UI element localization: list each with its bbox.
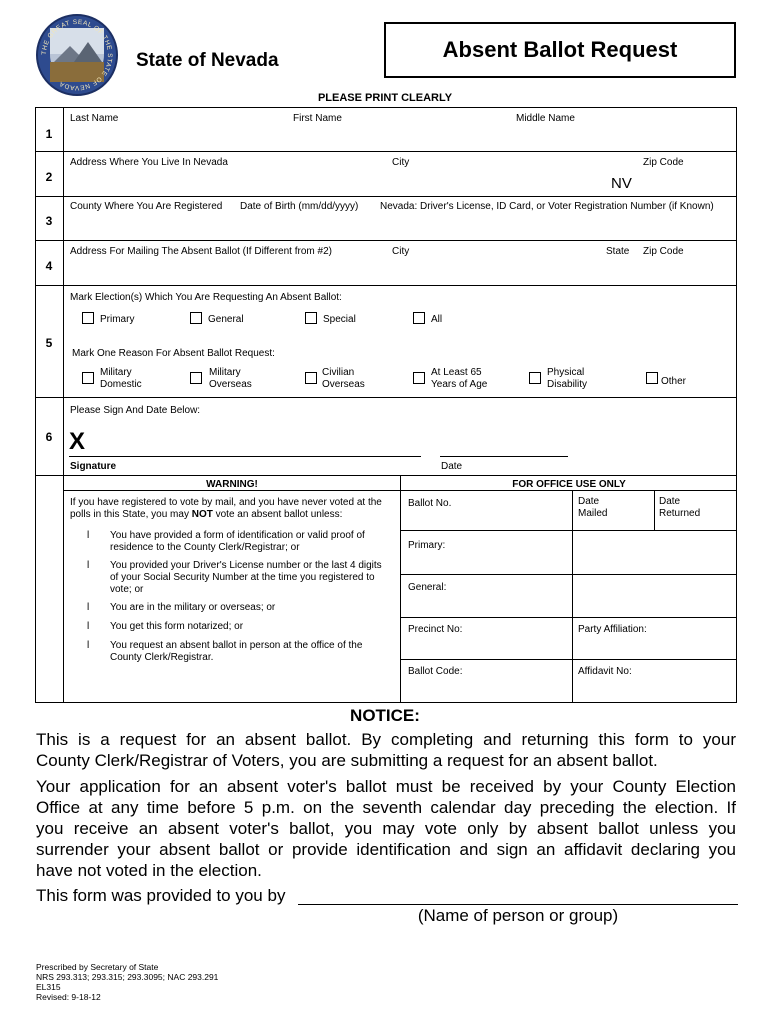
form-title: Absent Ballot Request: [384, 22, 736, 78]
ballot-code-label: Ballot Code:: [408, 666, 463, 677]
military-domestic-label: Military Domestic: [100, 367, 142, 390]
date-returned-label: Date Returned: [659, 496, 701, 519]
general-label: General: [208, 314, 244, 325]
dob-field[interactable]: [237, 216, 373, 236]
city-field[interactable]: [389, 172, 599, 192]
warning-item: You provided your Driver's License number or the last 4 digits of your Social Security Number at the time you registered to vote; or: [110, 560, 382, 595]
signature-label: Signature: [70, 461, 117, 472]
row-number: 1: [45, 127, 53, 141]
row-number: 5: [45, 336, 53, 350]
bullet: l: [87, 621, 90, 632]
office-use-title: FOR OFFICE USE ONLY: [512, 479, 626, 490]
warning-office-divider: [400, 475, 401, 703]
residence-address-field[interactable]: [66, 172, 386, 192]
row-divider: [35, 475, 737, 476]
row-divider: [35, 151, 737, 152]
state-name: State of Nevada: [136, 50, 279, 71]
provided-by-caption: (Name of person or group): [417, 906, 619, 925]
office-grid-line: [400, 617, 737, 618]
county-field[interactable]: [66, 216, 234, 236]
civilian-overseas-checkbox[interactable]: [305, 372, 317, 384]
mailing-zip-label: Zip Code: [643, 246, 684, 257]
warning-intro: If you have registered to vote by mail, and you have never voted at the polls in this State, you may NOT vote an absent ballot unless:: [70, 497, 382, 520]
primary-label: Primary: [100, 314, 135, 325]
state-seal: [36, 14, 118, 96]
seal-ring-text: [38, 16, 116, 94]
special-label: Special: [323, 314, 356, 325]
party-affiliation-label: Party Affiliation:: [578, 624, 647, 635]
county-label: County Where You Are Registered: [70, 201, 223, 212]
office-primary-label: Primary:: [408, 540, 446, 551]
notice-heading: NOTICE:: [350, 706, 420, 725]
row-divider: [35, 196, 737, 197]
mailing-city-field[interactable]: [389, 261, 599, 281]
middle-name-field[interactable]: [513, 128, 733, 148]
sign-date-label: Please Sign And Date Below:: [70, 405, 201, 416]
all-checkbox[interactable]: [413, 312, 425, 324]
elections-label: Mark Election(s) Which You Are Requesting An Absent Ballot:: [70, 292, 342, 303]
mailing-city-label: City: [392, 246, 410, 257]
last-name-field[interactable]: [66, 128, 286, 148]
notice-paragraph-1: This is a request for an absent ballot. By completing and returning this form to your County Clerk/Registrar of Voters, you are submitting a request for an absent ballot.: [36, 730, 736, 770]
all-label: All: [431, 314, 443, 325]
row-number: 2: [45, 170, 53, 184]
other-label: Other: [661, 376, 687, 387]
military-overseas-checkbox[interactable]: [190, 372, 202, 384]
row-divider: [35, 240, 737, 241]
office-grid-line: [400, 574, 737, 575]
first-name-label: First Name: [293, 113, 342, 124]
general-checkbox[interactable]: [190, 312, 202, 324]
bullet: l: [87, 640, 90, 651]
physical-disability-label: Physical Disability: [547, 367, 588, 390]
office-general-label: General:: [408, 582, 447, 593]
residence-address-label: Address Where You Live In Nevada: [70, 157, 228, 168]
mailing-state-field[interactable]: [603, 261, 637, 281]
row-divider: [35, 397, 737, 398]
military-overseas-label: Military Overseas: [209, 367, 252, 390]
city-label: City: [392, 157, 410, 168]
affidavit-label: Affidavit No:: [578, 666, 632, 677]
provided-by-line: [298, 904, 738, 905]
special-checkbox[interactable]: [305, 312, 317, 324]
civilian-overseas-label: Civilian Overseas: [322, 367, 365, 390]
warning-item: You have provided a form of identification or valid proof of residence to the County Clerk/Registrar; or: [110, 530, 365, 553]
signature-line: [69, 456, 421, 457]
footer-text: Prescribed by Secretary of State NRS 293.313; 293.315; 293.3095; NAC 293.291 EL315 Revised: 9-18-12: [36, 962, 219, 1002]
primary-checkbox[interactable]: [82, 312, 94, 324]
warning-item: You request an absent ballot in person at the office of the County Clerk/Registrar.: [110, 640, 363, 663]
print-clearly-note: PLEASE PRINT CLEARLY: [317, 92, 453, 104]
zip-field[interactable]: [640, 172, 734, 192]
date-label: Date: [441, 461, 463, 472]
military-domestic-checkbox[interactable]: [82, 372, 94, 384]
mailing-zip-field[interactable]: [640, 261, 734, 281]
precinct-label: Precinct No:: [408, 624, 463, 635]
warning-item: You get this form notarized; or: [110, 621, 244, 632]
row-number: 6: [45, 430, 53, 444]
row-number: 3: [45, 214, 53, 228]
row-number: 4: [45, 259, 53, 273]
dob-label: Date of Birth (mm/dd/yyyy): [240, 201, 359, 212]
warning-item: You are in the military or overseas; or: [110, 602, 276, 613]
reason-label: Mark One Reason For Absent Ballot Request:: [72, 348, 275, 359]
provided-by-label: This form was provided to you by: [36, 886, 286, 905]
office-grid-line: [654, 490, 655, 530]
svg-text:THE GREAT SEAL OF THE STATE OF: THE GREAT SEAL OF THE STATE OF NEVADA: [40, 18, 114, 92]
signature-x-mark: X: [69, 428, 86, 455]
id-number-label: Nevada: Driver's License, ID Card, or Voter Registration Number (if Known): [380, 201, 714, 212]
date-line: [440, 456, 568, 457]
mailing-state-label: State: [606, 246, 630, 257]
first-name-field[interactable]: [290, 128, 510, 148]
age-65-label: At Least 65 Years of Age: [431, 367, 488, 390]
physical-disability-checkbox[interactable]: [529, 372, 541, 384]
provided-by-field[interactable]: [298, 884, 738, 904]
signature-field[interactable]: [69, 430, 421, 456]
office-grid-line: [400, 659, 737, 660]
zip-label: Zip Code: [643, 157, 684, 168]
mailing-address-field[interactable]: [66, 261, 386, 281]
date-mailed-label: Date Mailed: [578, 496, 608, 519]
middle-name-label: Middle Name: [516, 113, 575, 124]
other-checkbox[interactable]: [646, 372, 658, 384]
last-name-label: Last Name: [70, 113, 119, 124]
ballot-no-label: Ballot No.: [408, 498, 452, 509]
notice-paragraph-2: Your application for an absent voter's ballot must be received by your County Election Office at any time before 5 p.m. on the seventh calendar day preceding the election. If you receive an absent voter's ballot, you may vote only by absent ballot unless you surrender your absent ballot or provide identification and sign an affidavit declaring you have not voted in the election.: [36, 777, 736, 880]
age-65-checkbox[interactable]: [413, 372, 425, 384]
row-divider: [35, 285, 737, 286]
bullet: l: [87, 602, 90, 613]
mailing-address-label: Address For Mailing The Absent Ballot (If Different from #2): [70, 246, 332, 257]
bullet: l: [87, 560, 90, 571]
date-field[interactable]: [440, 430, 568, 456]
bullet: l: [87, 530, 90, 541]
warning-title: WARNING!: [206, 479, 258, 490]
state-value: NV: [611, 175, 632, 192]
office-grid-line: [400, 530, 737, 531]
office-grid-line: [572, 490, 573, 703]
id-number-field[interactable]: [377, 216, 733, 236]
